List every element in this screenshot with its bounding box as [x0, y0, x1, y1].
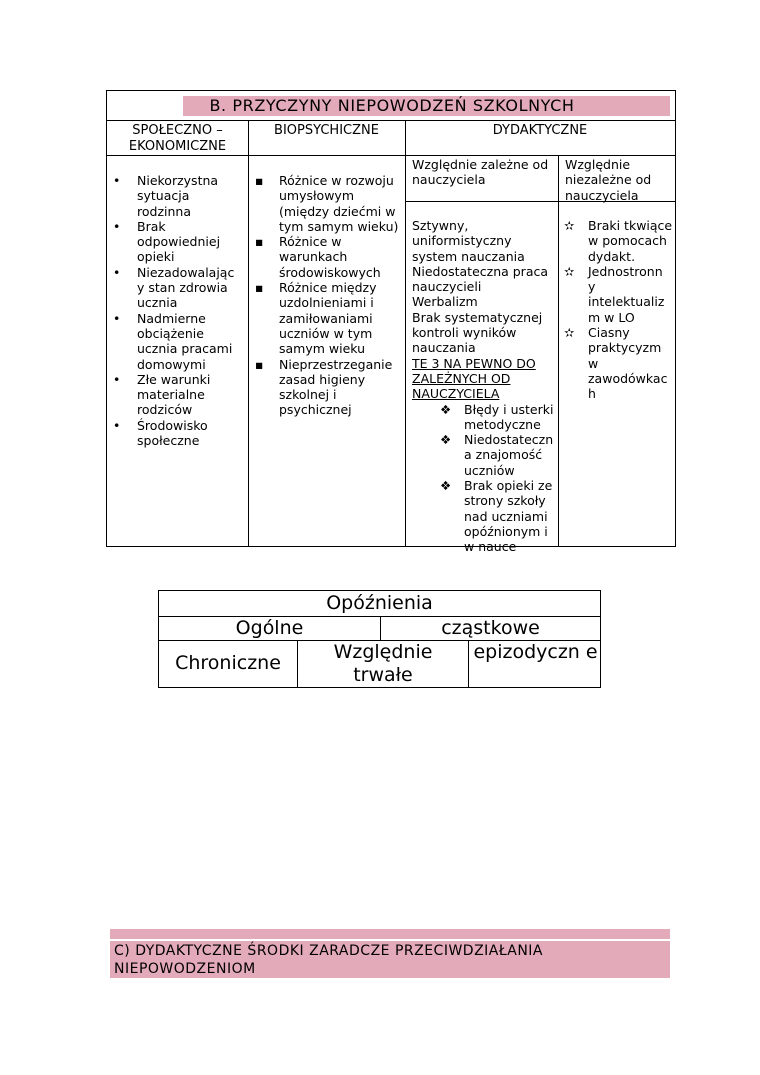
independent-list — [560, 218, 674, 402]
dependent-text: Brak systematycznej kontroli wyników nauczania — [412, 309, 543, 356]
section-c-heading: C) DYDAKTYCZNE ŚRODKI ZARADCZE PRZECIWDZIAŁANIA NIEPOWODZENIOM — [114, 943, 544, 977]
list-item: ▪ Nieprzestrzeganie zasad higieny szkolnej i psychicznej — [255, 356, 393, 418]
grid-line — [405, 120, 406, 546]
bullet-icon: • — [113, 371, 121, 387]
delays-title: Opóźnienia — [326, 592, 433, 614]
list-item: • Środowisko społeczne — [113, 417, 208, 449]
diamond-bullet-icon: ❖ — [440, 478, 452, 494]
dependent-text: Niedostateczna praca nauczycieli — [412, 263, 549, 295]
star-bullet-icon: ✫ — [564, 218, 575, 233]
grid-line — [107, 155, 675, 156]
column-header-bio: BIOPSYCHICZNE — [274, 123, 379, 138]
bullet-icon: • — [113, 173, 121, 188]
list-item: ✫ Braki tkwiące w pomocach dydakt. — [564, 218, 673, 264]
diamond-bullet-icon: ❖ — [440, 432, 452, 448]
bullet-icon: • — [113, 417, 121, 433]
list-item: ❖ Brak opieki ze strony szkoły nad uczniami opóźnionym i w nauce — [440, 478, 553, 555]
delays-general: Ogólne — [235, 617, 304, 639]
grid-line — [248, 120, 249, 546]
square-bullet-icon: ▪ — [255, 280, 264, 296]
dependent-note: TE 3 NA PEWNO DO ZALEŻNYCH OD NAUCZYCIELA — [412, 355, 536, 402]
list-item: • Nadmierne obciążenie ucznia pracami domowymi — [113, 310, 233, 372]
social-list — [109, 173, 239, 448]
causes-table — [106, 90, 676, 555]
bio-list — [251, 173, 403, 418]
bullet-icon: • — [113, 264, 121, 280]
star-bullet-icon: ✫ — [564, 263, 575, 279]
list-item: • Brak odpowiedniej opieki — [113, 218, 221, 265]
square-bullet-icon: ▪ — [255, 173, 264, 188]
delays-relatively-permanent: Względnie trwałe — [333, 641, 433, 686]
list-item: ✫ Jednostronn y intelektualiz m w LO — [564, 263, 665, 325]
grid-line — [107, 120, 675, 121]
star-bullet-icon: ✫ — [564, 325, 575, 341]
list-item: ▪ Różnice między uzdolnieniami i zamiłowaniami uczniów w tym samym wieku — [255, 280, 377, 357]
bullet-icon: • — [113, 218, 121, 234]
square-bullet-icon: ▪ — [255, 234, 264, 250]
dependent-text: Sztywny, uniformistyczny system nauczania — [412, 218, 525, 264]
delays-episodic: epizodyczn e — [473, 641, 598, 663]
list-item: • Niekorzystna sytuacja rodzinna — [113, 173, 219, 219]
column-header-didactic: DYDAKTYCZNE — [492, 123, 588, 138]
delays-table — [158, 590, 601, 688]
diamond-bullet-icon: ❖ — [440, 401, 452, 417]
subheader-dependent: Względnie zależne od nauczyciela — [412, 157, 549, 188]
subheader-independent: Względnie niezależne od nauczyciela — [565, 157, 652, 203]
list-item: ❖ Błędy i usterki metodyczne — [440, 401, 554, 432]
list-item: ▪ Różnice w warunkach środowiskowych — [255, 234, 381, 280]
table-title: B. PRZYCZYNY NIEPOWODZEŃ SZKOLNYCH — [209, 96, 575, 115]
list-item: ✫ Ciasny praktycyzm w zawodówkac h — [564, 325, 668, 402]
list-item: ▪ Różnice w rozwoju umysłowym (między dziećmi w tym samym wieku) — [255, 173, 399, 234]
delays-chronic: Chroniczne — [175, 652, 281, 674]
dependent-text: Werbalizm — [412, 294, 478, 310]
list-item: • Złe warunki materialne rodziców — [113, 371, 211, 418]
delays-partial: cząstkowe — [441, 617, 540, 639]
list-item: • Niezadowalając y stan zdrowia ucznia — [113, 264, 235, 311]
list-item: ❖ Niedostateczn a znajomość uczniów — [440, 432, 554, 478]
bullet-icon: • — [113, 310, 121, 326]
section-c-highlight-top — [110, 929, 670, 939]
dependent-content — [412, 218, 556, 555]
grid-line — [558, 155, 559, 546]
square-bullet-icon: ▪ — [255, 356, 264, 372]
grid-line — [468, 640, 469, 687]
column-header-social: SPOŁECZNO – EKONOMICZNE — [128, 123, 227, 154]
grid-line — [297, 640, 298, 687]
